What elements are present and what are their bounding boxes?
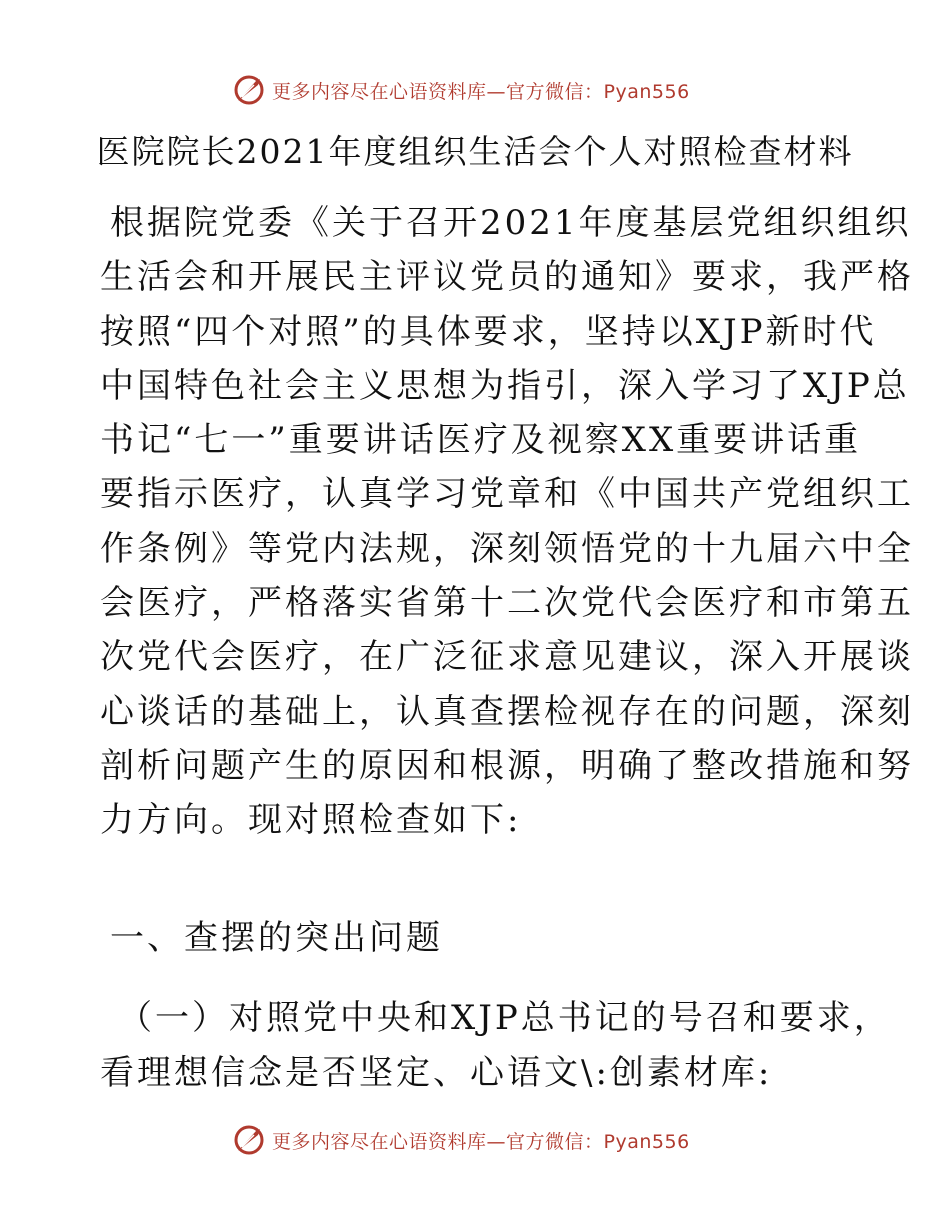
paragraph-line: 次党代会医疗，在广泛征求意见建议，深入开展谈 — [100, 637, 914, 678]
paragraph-line: 生活会和开展民主评议党员的通知》要求，我严格 — [100, 257, 914, 298]
paragraph-line: 按照“四个对照”的具体要求，坚持以XJP新时代 — [100, 311, 877, 352]
section-heading: 一、查摆的突出问题 — [110, 918, 443, 958]
paragraph-line: 剖析问题产生的原因和根源，明确了整改措施和努 — [100, 745, 914, 786]
paragraph-line: 中国特色社会主义思想为指引，深入学习了XJP总 — [100, 365, 910, 406]
paragraph-line: 力方向。现对照检查如下: — [100, 800, 522, 841]
watermark-banner-bottom — [232, 1122, 732, 1158]
paragraph-line: 要指示医疗，认真学习党章和《中国共产党组织工 — [100, 474, 914, 515]
paragraph-line: 会医疗，严格落实省第十二次党代会医疗和市第五 — [100, 583, 914, 624]
watermark-banner-top — [232, 72, 732, 108]
feather-pen-logo-icon — [232, 1123, 266, 1157]
watermark-text: 更多内容尽在心语资料库—官方微信：Pyan556 — [272, 1130, 690, 1153]
subsection-heading: （一）对照党中央和XJP总书记的号召和要求， — [118, 998, 891, 1038]
document-title: 医院院长2021年度组织生活会个人对照检查材料 — [96, 132, 854, 171]
paragraph-line: 作条例》等党内法规，深刻领悟党的十九届六中全 — [100, 528, 914, 569]
paragraph-line: 根据院党委《关于召开2021年度基层党组织组织 — [110, 203, 912, 243]
watermark-text: 更多内容尽在心语资料库—官方微信：Pyan556 — [272, 80, 690, 103]
paragraph-line: 心谈话的基础上，认真查摆检视存在的问题，深刻 — [100, 691, 914, 732]
intro-paragraph — [100, 196, 914, 848]
paragraph-line: 书记“七一”重要讲话医疗及视察XX重要讲话重 — [100, 420, 862, 461]
feather-pen-logo-icon — [232, 73, 266, 107]
subsection-continuation: 看理想信念是否坚定、心语文\:创素材库: — [100, 1053, 773, 1093]
